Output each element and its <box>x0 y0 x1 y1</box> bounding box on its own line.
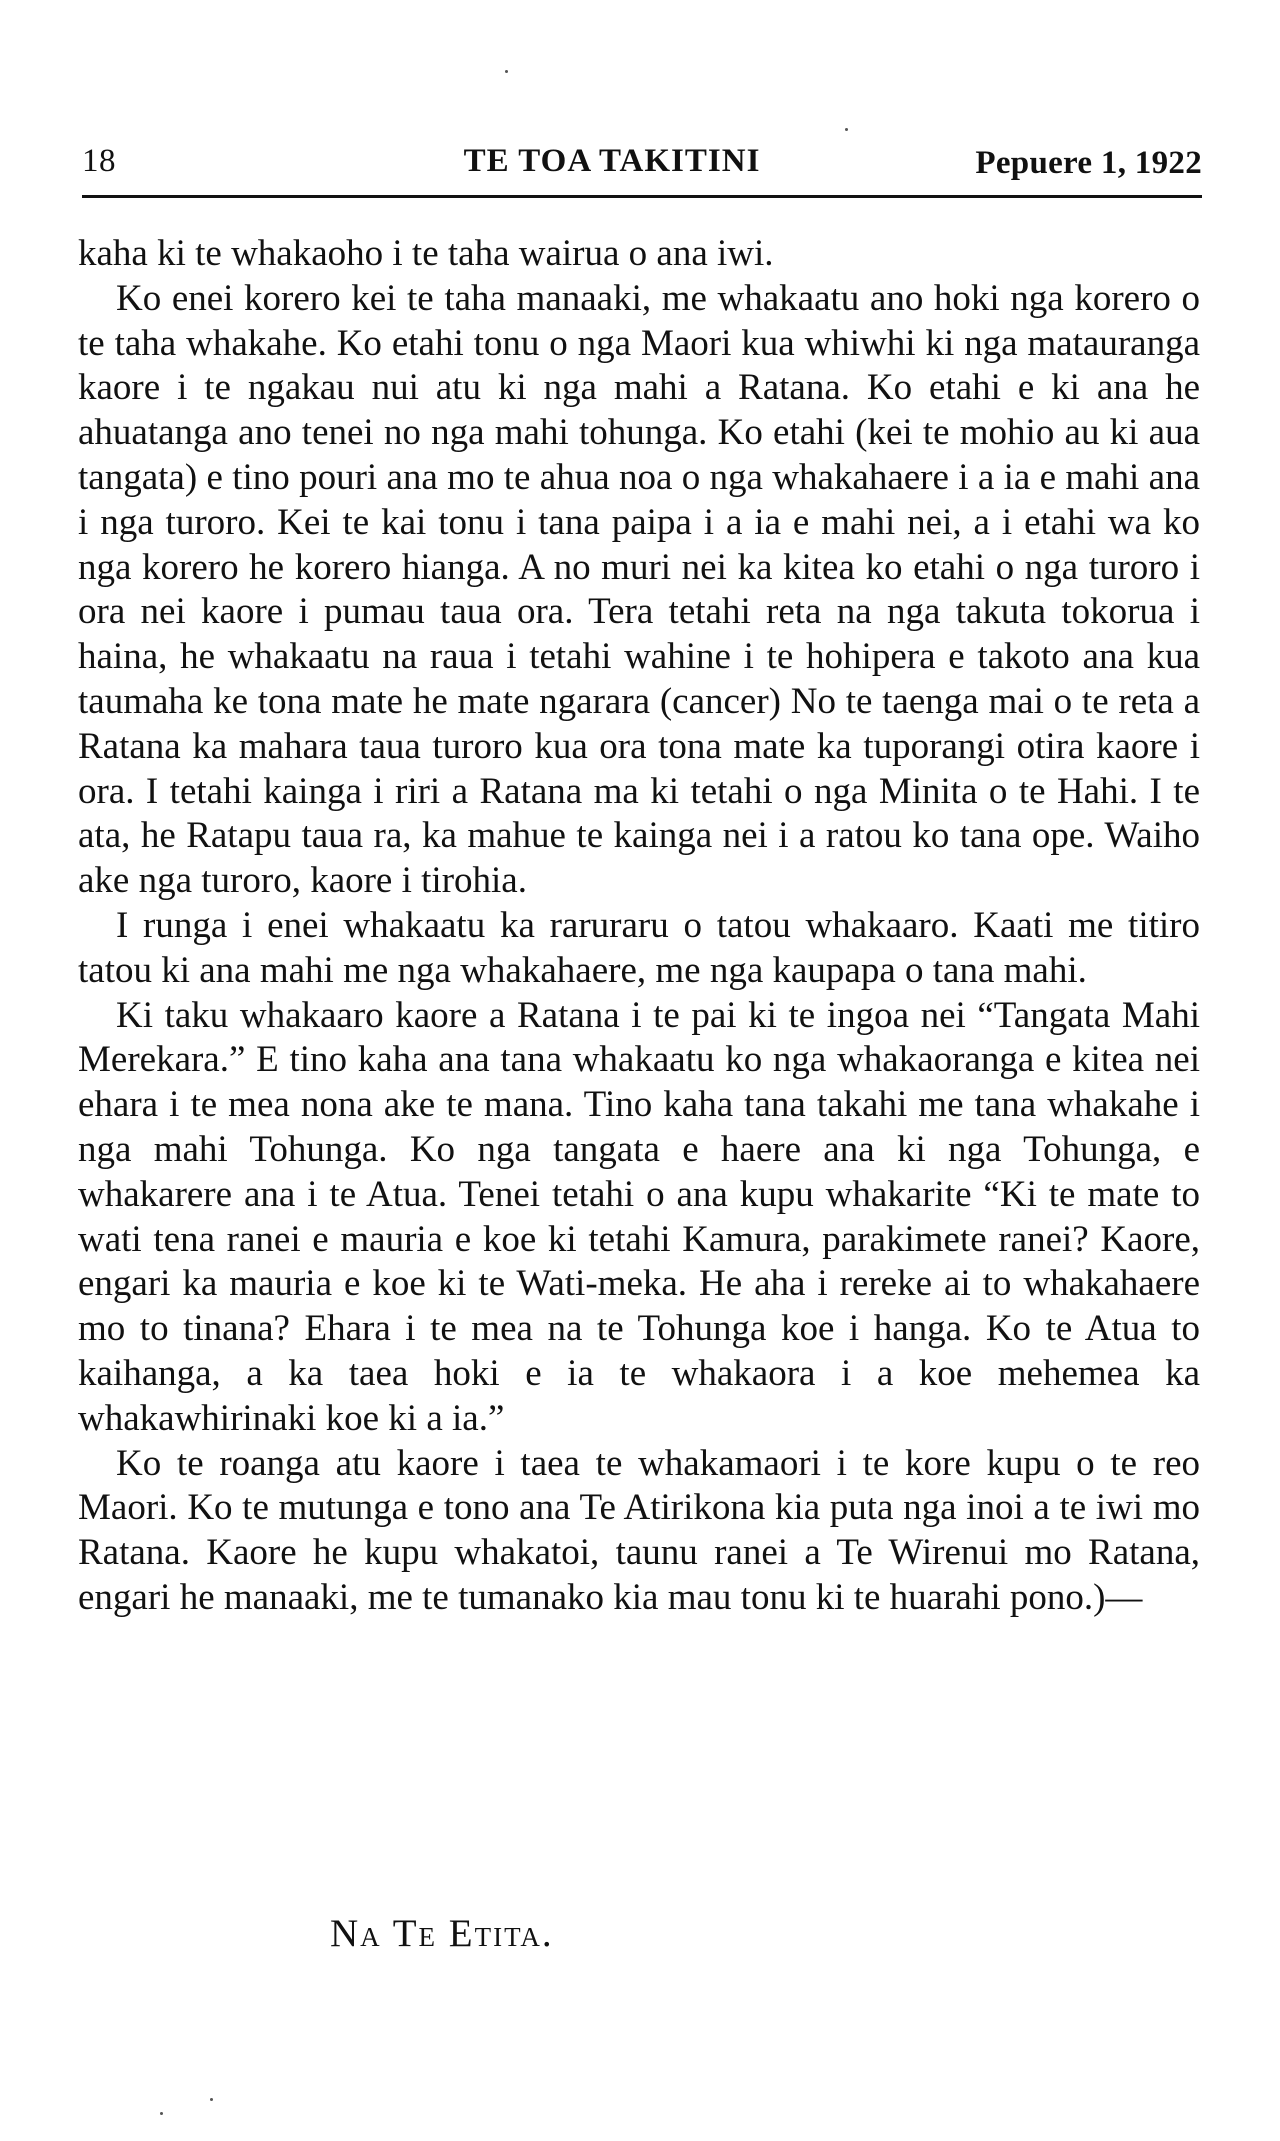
paragraph: Ki taku whakaaro kaore a Ratana i te pai ki te ingoa nei “Tangata Mahi Merekara.” E tino kaha ana tana whakaatu ko nga whakaoranga e kitea nei ehara i te mea nona ake te mana. Tino kaha tana takahi me tana whakahe i nga mahi Tohunga. Ko nga tangata e haere ana ki nga Tohunga, e whakarere ana i te Atua. Tenei tetahi o ana kupu whakarite “Ki te mate to wati tena ranei e mauria e koe ki tetahi Kamura, parakimete ranei? Kaore, engari ka mauria e koe ki te Wati-meka. He aha i rereke ai to whakahaere mo to tinana? Ehara i te mea na te Tohunga koe i hanga. Ko te Atua to kaihanga, a ka taea hoki e ia te whakaora i a koe mehemea ka whakawhirinaki koe ki a ia.” <box>78 994 1200 1439</box>
page-header <box>82 143 1202 198</box>
page-number: 18 <box>82 143 116 179</box>
paragraph: I runga i enei whakaatu ka raruraru o tatou whakaaro. Kaati me titiro tatou ki ana mahi me nga whakahaere, me nga kaupapa o tana mahi. <box>78 904 1200 991</box>
print-speck <box>210 2098 213 2101</box>
print-speck <box>845 128 848 131</box>
journal-title: TE TOA TAKITINI <box>463 143 761 179</box>
editor-signature: Na Te Etita. <box>330 1912 554 1955</box>
paragraph-continuation: kaha ki te whakaoho i te taha wairua o ana iwi. <box>78 233 774 274</box>
article-body <box>78 232 1200 1621</box>
issue-date: Pepuere 1, 1922 <box>975 145 1202 181</box>
paragraph: Ko enei korero kei te taha manaaki, me whakaatu ano hoki nga korero o te taha whakahe. Ko etahi tonu o nga Maori kua whiwhi ki nga matauranga kaore i te ngakau nui atu ki nga mahi a Ratana. Ko etahi e ki ana he ahuatanga ano tenei no nga mahi tohunga. Ko etahi (kei te mohio au ki aua tangata) e tino pouri ana mo te ahua noa o nga whakahaere i a ia e mahi ana i nga turoro. Kei te kai tonu i tana paipa i a ia e mahi nei, a i etahi wa ko nga korero he korero hianga. A no muri nei ka kitea ko etahi o nga turoro i ora nei kaore i pumau taua ora. Tera tetahi reta na nga takuta tokorua i haina, he whakaatu na raua i tetahi wahine i te hohipera e takoto ana kua taumaha ke tona mate he mate ngarara (cancer) No te taenga mai o te reta a Ratana ka mahara taua turoro kua ora tona mate ka tuporangi otira kaore i ora. I tetahi kainga i riri a Ratana ma ki tetahi o nga Minita o te Hahi. I te ata, he Ratapu taua ra, ka mahue te kainga nei i a ratou ko tana ope. Waiho ake nga turoro, kaore i tirohia. <box>78 277 1200 902</box>
paragraph: Ko te roanga atu kaore i taea te whakamaori i te kore kupu o te reo Maori. Ko te mutunga e tono ana Te Atirikona kia puta nga inoi a te iwi mo Ratana. Kaore he kupu whakatoi, taunu ranei a Te Wirenui mo Ratana, engari he manaaki, me te tumanako kia mau tonu ki te huarahi pono.)— <box>78 1442 1200 1618</box>
print-speck <box>160 2112 163 2115</box>
print-speck <box>505 70 508 73</box>
